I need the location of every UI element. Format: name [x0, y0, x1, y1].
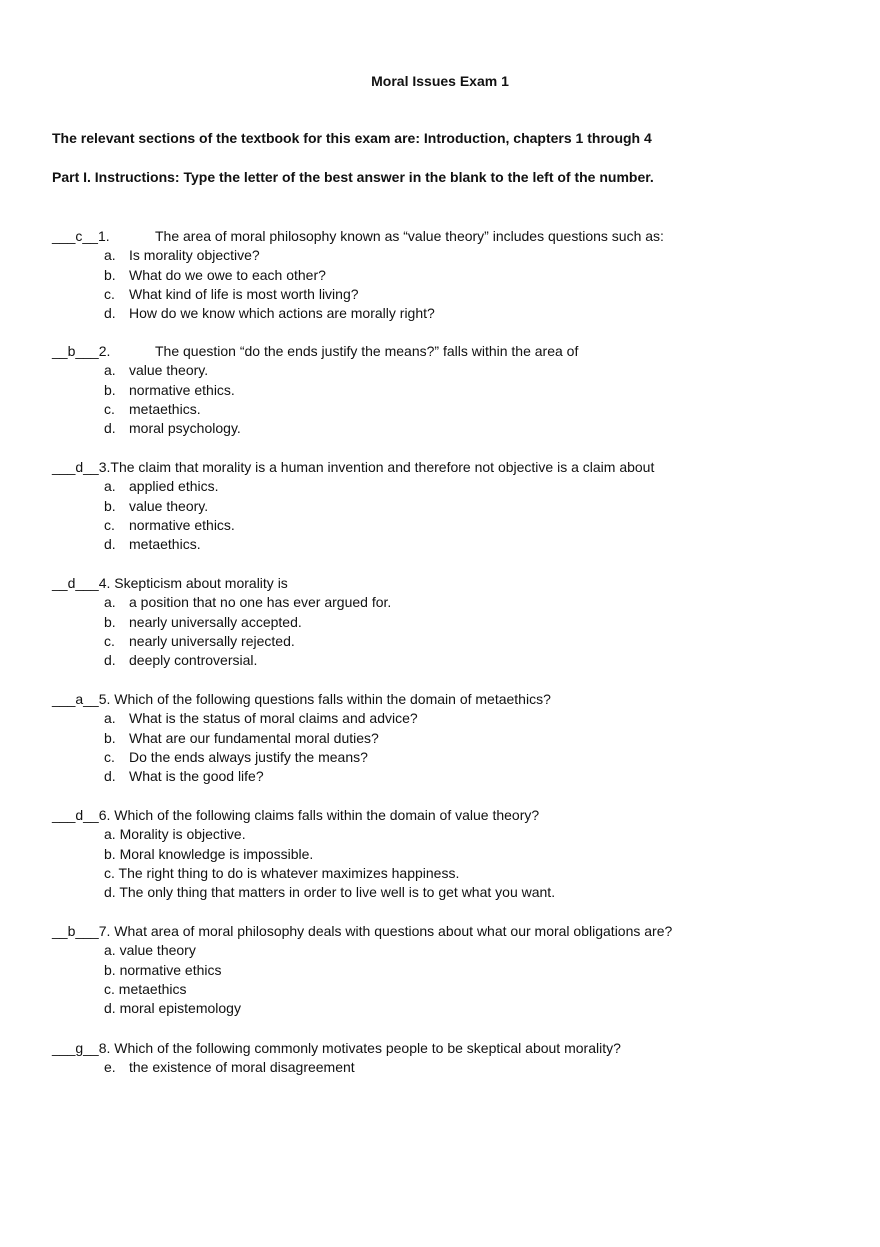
option-letter: c.	[104, 285, 115, 302]
option-text: value theory.	[129, 497, 209, 514]
option-text: metaethics.	[129, 536, 201, 553]
option-letter: a.	[104, 247, 116, 264]
question-4	[52, 574, 832, 670]
question-number: 7.	[98, 923, 111, 939]
answer-blank[interactable]: ___a__	[52, 691, 99, 707]
option	[52, 246, 832, 265]
option: c. The right thing to do is whatever maximizes happiness.	[104, 864, 460, 881]
option-text: normative ethics.	[129, 381, 235, 398]
answer-blank[interactable]: __b___	[52, 923, 99, 939]
option	[52, 593, 832, 612]
option-letter: c.	[104, 632, 115, 649]
page-title: Moral Issues Exam 1	[371, 73, 509, 89]
question-text: The area of moral philosophy known as “value theory” includes questions such as:	[155, 228, 664, 244]
question-5	[52, 690, 832, 786]
option-text: What kind of life is most worth living?	[129, 285, 359, 302]
answer-blank[interactable]: ___c__	[52, 228, 98, 244]
option-letter: c.	[104, 400, 115, 417]
option-letter: c.	[104, 748, 115, 765]
question-text: What area of moral philosophy deals with questions about what our moral obligations are?	[114, 923, 673, 939]
question-8	[52, 1039, 832, 1078]
option	[52, 1058, 832, 1077]
option-letter: a.	[104, 594, 116, 611]
option	[52, 651, 832, 670]
option-text: metaethics.	[129, 400, 201, 417]
option-letter: b.	[104, 729, 116, 746]
answer-blank[interactable]: ___d__	[52, 807, 99, 823]
option-letter: b.	[104, 613, 116, 630]
answer-blank[interactable]: __b___	[52, 343, 99, 359]
relevant-sections: The relevant sections of the textbook for this exam are: Introduction, chapters 1 through 4	[52, 130, 652, 146]
option-text: Is morality objective?	[129, 247, 260, 264]
question-7	[52, 922, 832, 1018]
option	[52, 477, 832, 496]
option-letter: d.	[104, 768, 116, 785]
option-letter: c.	[104, 516, 115, 533]
option-text: nearly universally rejected.	[129, 632, 295, 649]
question-number: 5.	[98, 691, 111, 707]
question-text: The question “do the ends justify the means?” falls within the area of	[155, 343, 579, 359]
question-number: 4.	[98, 575, 111, 591]
option-letter: b.	[104, 266, 116, 283]
option	[52, 729, 832, 748]
option-text: How do we know which actions are morally right?	[129, 305, 435, 322]
option-text: What do we owe to each other?	[129, 266, 326, 283]
question-number: 3.	[98, 459, 111, 475]
option	[52, 613, 832, 632]
question-text: Which of the following questions falls within the domain of metaethics?	[114, 691, 551, 707]
option-text: value theory.	[129, 362, 209, 379]
option	[52, 304, 832, 323]
question-text: Which of the following claims falls within the domain of value theory?	[114, 807, 540, 823]
answer-blank[interactable]: __d___	[52, 575, 99, 591]
option	[52, 400, 832, 419]
option	[52, 535, 832, 554]
option-text: a position that no one has ever argued for.	[129, 594, 392, 611]
option-text: What is the good life?	[129, 768, 264, 785]
option	[52, 497, 832, 516]
question-6	[52, 806, 832, 902]
question-text: Skepticism about morality is	[114, 575, 288, 591]
option-text: normative ethics.	[129, 516, 235, 533]
option-letter: a.	[104, 710, 116, 727]
option	[52, 748, 832, 767]
option-text: nearly universally accepted.	[129, 613, 302, 630]
option-text: Do the ends always justify the means?	[129, 748, 368, 765]
question-3	[52, 458, 832, 554]
option: c. metaethics	[104, 980, 187, 997]
option: a. value theory	[104, 942, 196, 959]
question-number: 8.	[98, 1040, 111, 1056]
question-number: 6.	[98, 807, 111, 823]
option-letter: b.	[104, 497, 116, 514]
option	[52, 419, 832, 438]
option-text: applied ethics.	[129, 478, 219, 495]
option-letter: a.	[104, 478, 116, 495]
option	[52, 632, 832, 651]
option	[52, 381, 832, 400]
option	[52, 266, 832, 285]
question-number: 2.	[98, 343, 111, 359]
option-text: What is the status of moral claims and advice?	[129, 710, 418, 727]
option-text: deeply controversial.	[129, 652, 258, 669]
option-letter: a.	[104, 362, 116, 379]
option	[52, 767, 832, 786]
option-letter: e.	[104, 1059, 116, 1076]
option-letter: d.	[104, 536, 116, 553]
option	[52, 361, 832, 380]
option-text: moral psychology.	[129, 420, 241, 437]
option-letter: d.	[104, 652, 116, 669]
answer-blank[interactable]: ___d__	[52, 459, 99, 475]
question-2	[52, 342, 832, 438]
question-number: 1.	[97, 228, 110, 244]
instructions: Part I. Instructions: Type the letter of the best answer in the blank to the left of the number.	[52, 169, 654, 185]
option: b. normative ethics	[104, 961, 222, 978]
option	[52, 709, 832, 728]
option	[52, 516, 832, 535]
option-letter: d.	[104, 305, 116, 322]
answer-blank[interactable]: ___g__	[52, 1040, 99, 1056]
option-letter: d.	[104, 420, 116, 437]
option: d. The only thing that matters in order to live well is to get what you want.	[104, 884, 556, 901]
option: a. Morality is objective.	[104, 826, 246, 843]
question-1	[52, 227, 832, 323]
option: b. Moral knowledge is impossible.	[104, 845, 314, 862]
option-letter: b.	[104, 381, 116, 398]
option-text: What are our fundamental moral duties?	[129, 729, 379, 746]
option	[52, 285, 832, 304]
option: d. moral epistemology	[104, 1000, 241, 1017]
question-text: The claim that morality is a human invention and therefore not objective is a claim about	[110, 459, 655, 475]
option-text: the existence of moral disagreement	[129, 1059, 355, 1076]
question-text: Which of the following commonly motivates people to be skeptical about morality?	[114, 1040, 621, 1056]
